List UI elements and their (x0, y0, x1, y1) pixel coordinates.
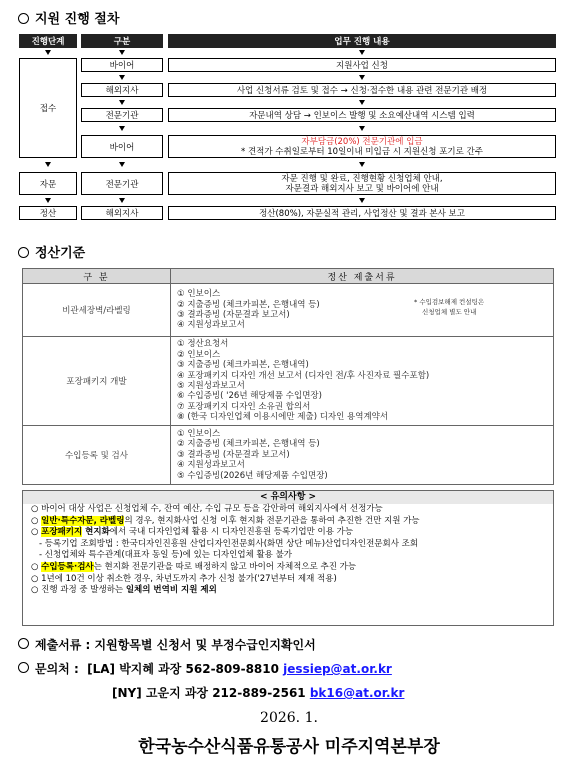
arrow-down-icon (359, 50, 365, 55)
table-row: 수입등록 및 검사 ① 인보이스 ② 지출증빙 (체크카피본, 은행내역 등) ③ 결과증빙 (자문결과 보고서) ④ 지원성과보고서 ⑤ 수입증빙(2026년 해당제품 수입면장) (23, 426, 554, 485)
table-row: 비관세장벽/라벨링 ① 인보이스 ② 지출증빙 (체크카피본, 은행내역 등) ③ 결과증빙 (자문결과 보고서) ④ 지원성과보고서 (23, 284, 554, 337)
contact-line-1: 문의처 : [LA] 박지혜 과장 562-809-8810 jessiep@at.or.kr (18, 660, 392, 677)
section-title-procedure: 지원 진행 절차 (18, 8, 119, 27)
submission-docs: 제출서류 : 지원항목별 신청서 및 부정수급인지확인서 (18, 636, 316, 653)
deposit-deadline: * 견적가 수취일로부터 10일이내 미입금 시 지원신청 포기로 간주 (241, 146, 483, 157)
header-stage: 진행단계 (19, 34, 77, 48)
stage-receive: 접수 (19, 58, 77, 158)
arrow-down-icon (359, 198, 365, 203)
arrow-down-icon (119, 162, 125, 167)
arrow-down-icon (359, 100, 365, 105)
arrow-down-icon (119, 126, 125, 131)
category-buyer: 바이어 (81, 135, 163, 158)
category-overseas-branch: 해외지사 (81, 206, 163, 220)
section-title-settlement: 정산기준 (18, 242, 85, 261)
circle-bullet-icon (18, 638, 29, 649)
contact-line-2: [NY] 고운지 과장 212-889-2561 bk16@at.or.kr (112, 686, 405, 700)
arrow-down-icon (359, 126, 365, 131)
arrow-down-icon (119, 50, 125, 55)
content-deposit (168, 135, 556, 158)
table-header-category: 구 분 (23, 269, 171, 284)
header-category: 구분 (81, 34, 163, 48)
content-review: 사업 신청서류 검토 및 접수 → 신청·접수한 내용 관련 전문기관 배정 (168, 83, 556, 97)
arrow-down-icon (119, 75, 125, 80)
arrow-down-icon (45, 50, 51, 55)
content-settlement: 정산(80%), 자문실적 관리, 사업정산 및 결과 본사 보고 (168, 206, 556, 220)
email-link-la[interactable]: jessiep@at.or.kr (283, 662, 392, 676)
table-row: 포장패키지 개발 ① 정산요청서 ② 인보이스 ③ 지출증빙 (체크카피본, 은행내역) ④ 포장패키지 디자인 개선 보고서 (디자인 전/후 사진자료 필수포함) ⑤ 지원성과보고서 ⑥ 수입증빙( '26년 해당제품 수입면장) ⑦ 포장패키지 디자인 소유권 합의서 ⑧ (한국 디자인업체 이용시에만 제출) 디자인 용역계약서 (23, 337, 554, 426)
arrow-down-icon (119, 100, 125, 105)
arrow-down-icon (119, 198, 125, 203)
arrow-down-icon (45, 162, 51, 167)
content-apply: 지원사업 신청 (168, 58, 556, 72)
category-buyer: 바이어 (81, 58, 163, 72)
arrow-down-icon (359, 162, 365, 167)
caution-box: < 유의사항 > ○ 바이어 대상 사업은 신청업체 수, 잔여 예산, 수입 규모 등을 감안하여 해외지사에서 선정가능 ○ 일반·특수자문, 라벨링의 경우, 현지화사업 신청 이후 현지화 전문기관을 통하여 추진한 건만 지원 가능 ○ 포장패키지 현지화에서 국내 디자인업체 활용 시 디자인진흥원 등록기업만 이용 가능 - 등록기업 조회방법 : 한국디자인진흥원 산업디자인전문회사(화면 상단 메뉴)산업디자인전문회사 조회 - 신청업체와 특수관계(대표자 동일 등)에 있는 디자인업체 활용 불가 ○ 수입등록·검사는 현지화 전문기관을 따로 배정하지 않고 바이어 자체적으로 추진 가능 ○ 1년에 10건 이상 취소한 경우, 차년도까지 추가 신청 불가('27년부터 제재 적용) ○ 진행 과정 중 발생하는 일체의 번역비 지원 제외 (22, 490, 554, 626)
circle-bullet-icon (18, 247, 29, 258)
document-date: 2026. 1. (260, 710, 318, 726)
deposit-notice: 자부담금(20%) 전문기관에 입금 (301, 136, 423, 147)
category-agency: 전문기관 (81, 108, 163, 122)
issuing-organization: 한국농수산식품유통공사 미주지역본부장 (138, 737, 440, 757)
consulting-note: * 수입검보해제 컨설팅은 신청업체 별도 안내 (414, 298, 485, 316)
email-link-ny[interactable]: bk16@at.or.kr (309, 686, 405, 700)
category-agency: 전문기관 (81, 172, 163, 195)
content-consult: 자문내역 상담 → 인보이스 발행 및 소요예산내역 시스템 입력 (168, 108, 556, 122)
table-header-docs: 정산 제출서류 (171, 269, 554, 284)
category-overseas-branch: 해외지사 (81, 83, 163, 97)
stage-settle: 정산 (19, 206, 77, 220)
stage-advise: 자문 (19, 172, 77, 195)
header-content: 업무 진행 내용 (168, 34, 556, 48)
circle-bullet-icon (18, 662, 29, 673)
content-advisory: 자문 진행 및 완료, 진행현황 신청업체 안내, 자문결과 해외지사 보고 및 바이어에 안내 (168, 172, 556, 195)
arrow-down-icon (45, 198, 51, 203)
caution-title: < 유의사항 > (23, 491, 553, 504)
arrow-down-icon (359, 75, 365, 80)
circle-bullet-icon (18, 13, 29, 24)
